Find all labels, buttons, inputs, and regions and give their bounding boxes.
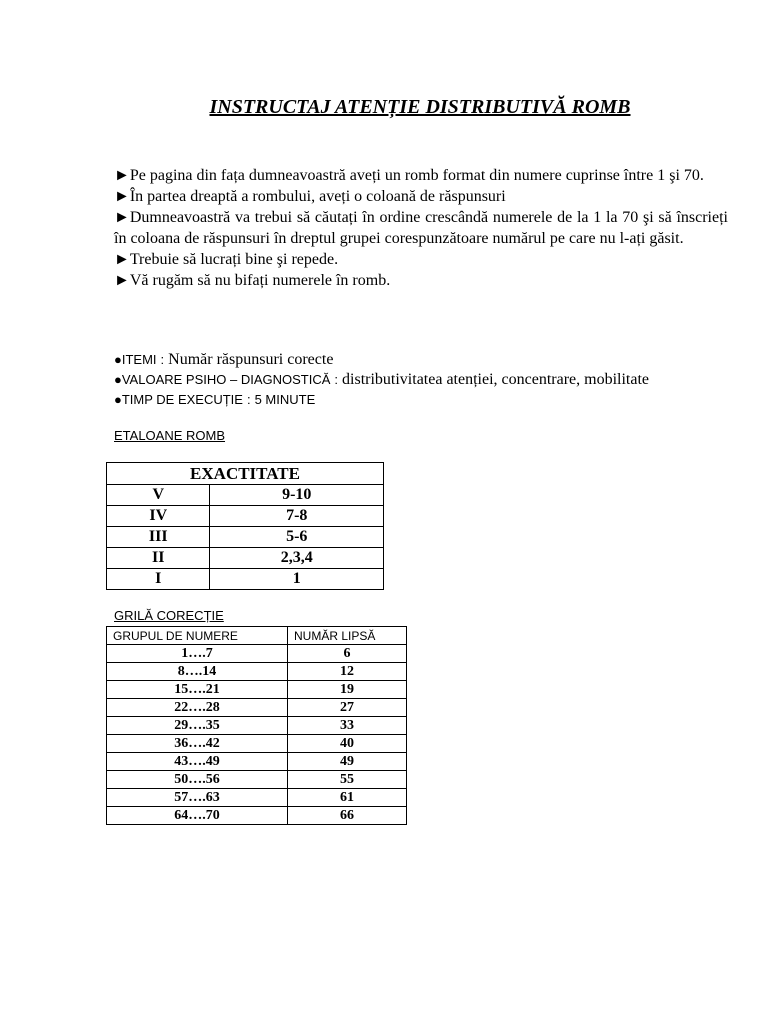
table-row (107, 506, 384, 527)
etalon-score: 2,3,4 (210, 548, 384, 569)
group-range: 1….7 (107, 645, 288, 663)
table-row (107, 681, 407, 699)
timp-value: 5 MINUTE (254, 392, 316, 407)
group-range: 15….21 (107, 681, 288, 699)
missing-number: 19 (288, 681, 407, 699)
instruction-item: ►Trebuie să lucrați bine şi repede. (114, 251, 339, 268)
test-info (114, 350, 649, 410)
instruction-item: ►Dumneavoastră va trebui să căutați în ordine crescândă numerele de la 1 la 70 şi să înscrieți în coloana de răspunsuri în dreptul grupei corespunzătoare numărul pe care nu l-ați găsit. (114, 209, 728, 247)
table-row (107, 663, 407, 681)
grila-heading: GRILĂ CORECȚIE (114, 608, 224, 623)
table-row (107, 645, 407, 663)
group-range: 43….49 (107, 753, 288, 771)
grila-table (106, 626, 407, 825)
instruction-item: ►În partea dreaptă a rombului, aveți o coloană de răspunsuri (114, 188, 506, 205)
group-range: 22….28 (107, 699, 288, 717)
page-title: INSTRUCTAJ ATENȚIE DISTRIBUTIVĂ ROMB (209, 96, 631, 118)
table-row (107, 569, 384, 590)
valoare-line (114, 370, 649, 390)
etalon-score: 7-8 (210, 506, 384, 527)
missing-number: 49 (288, 753, 407, 771)
group-range: 29….35 (107, 717, 288, 735)
group-range: 64….70 (107, 807, 288, 825)
etalon-class: IV (107, 506, 210, 527)
group-range: 8….14 (107, 663, 288, 681)
etalon-score: 9-10 (210, 485, 384, 506)
etalon-score: 5-6 (210, 527, 384, 548)
table-row (107, 485, 384, 506)
missing-number: 66 (288, 807, 407, 825)
table-row (107, 527, 384, 548)
missing-number: 6 (288, 645, 407, 663)
itemi-value: Număr răspunsuri corecte (168, 351, 334, 368)
valoare-label: ●VALOARE PSIHO – DIAGNOSTICĂ (114, 372, 331, 387)
missing-number: 12 (288, 663, 407, 681)
separator: : (246, 392, 251, 407)
table-row (107, 699, 407, 717)
valoare-value: distributivitatea atenției, concentrare, mobilitate (342, 371, 650, 388)
etaloane-header: EXACTITATE (107, 463, 384, 485)
etaloane-table (106, 462, 384, 590)
etalon-class: V (107, 485, 210, 506)
etalon-class: I (107, 569, 210, 590)
missing-number: 61 (288, 789, 407, 807)
group-range: 50….56 (107, 771, 288, 789)
table-row (107, 807, 407, 825)
timp-line (114, 390, 649, 410)
etalon-class: III (107, 527, 210, 548)
group-range: 36….42 (107, 735, 288, 753)
etaloane-heading: ETALOANE ROMB (114, 428, 226, 443)
missing-number: 40 (288, 735, 407, 753)
missing-number: 27 (288, 699, 407, 717)
table-row (107, 753, 407, 771)
table-row (107, 735, 407, 753)
missing-number: 33 (288, 717, 407, 735)
etalon-class: II (107, 548, 210, 569)
separator: : (160, 352, 165, 367)
separator: : (334, 372, 339, 387)
table-row (107, 771, 407, 789)
timp-label: ●TIMP DE EXECUȚIE (114, 392, 243, 407)
instructions (114, 165, 728, 291)
table-row (107, 548, 384, 569)
col-header-missing: NUMĂR LIPSĂ (288, 627, 407, 645)
col-header-group: GRUPUL DE NUMERE (107, 627, 288, 645)
etalon-score: 1 (210, 569, 384, 590)
group-range: 57….63 (107, 789, 288, 807)
itemi-label: ●ITEMI (114, 352, 157, 367)
table-row (107, 789, 407, 807)
missing-number: 55 (288, 771, 407, 789)
table-row (107, 717, 407, 735)
itemi-line (114, 350, 649, 370)
instruction-item: ►Vă rugăm să nu bifați numerele în romb. (114, 272, 391, 289)
instruction-item: ►Pe pagina din fața dumneavoastră aveți un romb format din numere cuprinse între 1 şi 70. (114, 167, 704, 184)
